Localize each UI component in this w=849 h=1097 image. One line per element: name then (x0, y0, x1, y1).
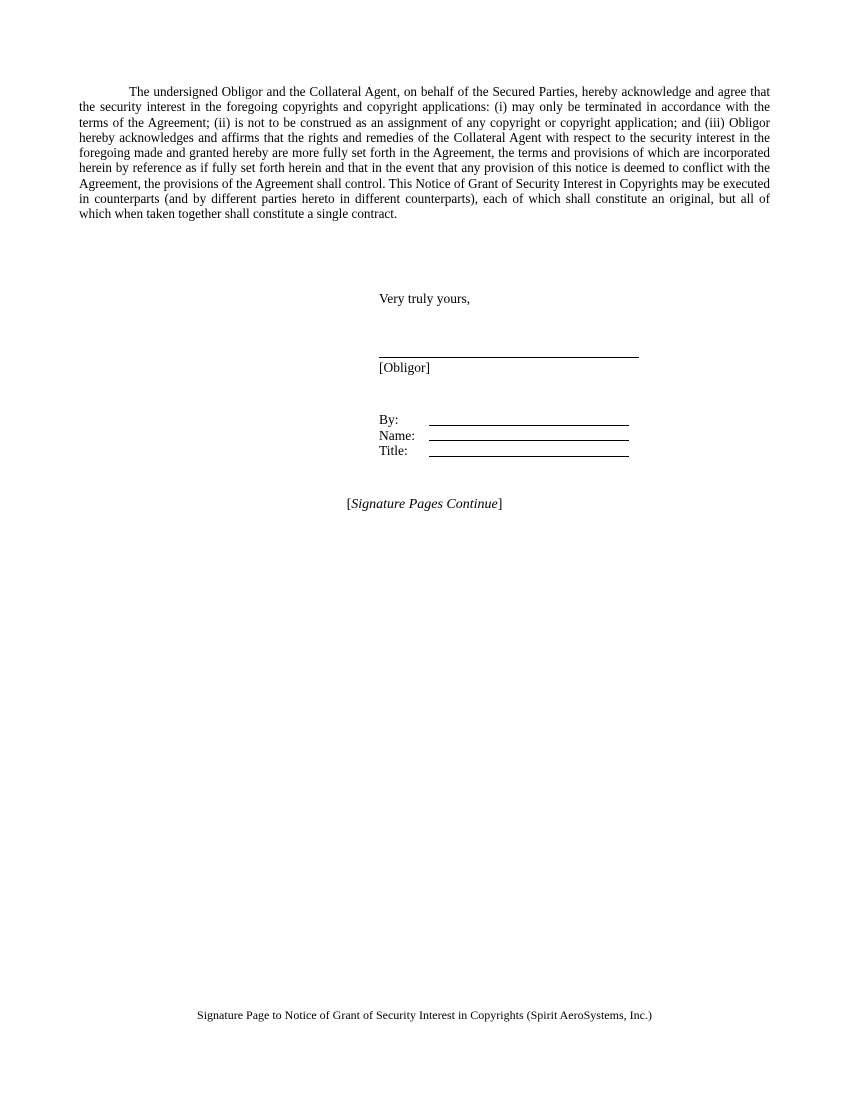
continue-open-bracket: [ (346, 497, 352, 512)
continue-text: Signature Pages Continue (351, 497, 498, 512)
name-label: Name: (379, 427, 415, 443)
obligor-signature-line (379, 357, 639, 358)
by-blank-line (429, 414, 629, 426)
continue-close-bracket: ] (497, 497, 503, 512)
closing-salutation: Very truly yours, (379, 291, 471, 306)
page-footer: Signature Page to Notice of Grant of Security Interest in Copyrights (Spirit AeroSystems, Inc.) (197, 1008, 652, 1022)
signature-row-title (379, 443, 639, 459)
signature-row-by (379, 412, 639, 428)
signature-pages-continue-note (0, 496, 849, 513)
title-label: Title: (379, 443, 408, 458)
signature-row-name (379, 428, 639, 444)
name-blank-line (429, 429, 629, 441)
signature-block (379, 412, 639, 459)
by-label: By: (379, 412, 399, 427)
title-blank-line (429, 445, 629, 457)
obligor-label: [Obligor] (379, 360, 430, 375)
acknowledgment-paragraph: The undersigned Obligor and the Collateral Agent, on behalf of the Secured Parties, hereby acknowledge and agree that the security interest in the foregoing copyrights and copyright applications: (i) may only be terminated in accordance with the terms of the Agreement; (ii) is not to be construed as an assignment of any copyright or copyright application; and (iii) Obligor hereby acknowledges and affirms that the rights and remedies of the Collateral Agent with respect to the security interest in the foregoing made and granted hereby are more fully set forth in the Agreement, the terms and provisions of which are incorporated herein by reference as if fully set forth herein and that in the event that any provision of this notice is deemed to conflict with the Agreement, the provisions of the Agreement shall control. This Notice of Grant of Security Interest in Copyrights may be executed in counterparts (and by different parties hereto in different counterparts), each of which shall constitute an original, but all of which when taken together shall constitute a single contract. (79, 84, 770, 222)
